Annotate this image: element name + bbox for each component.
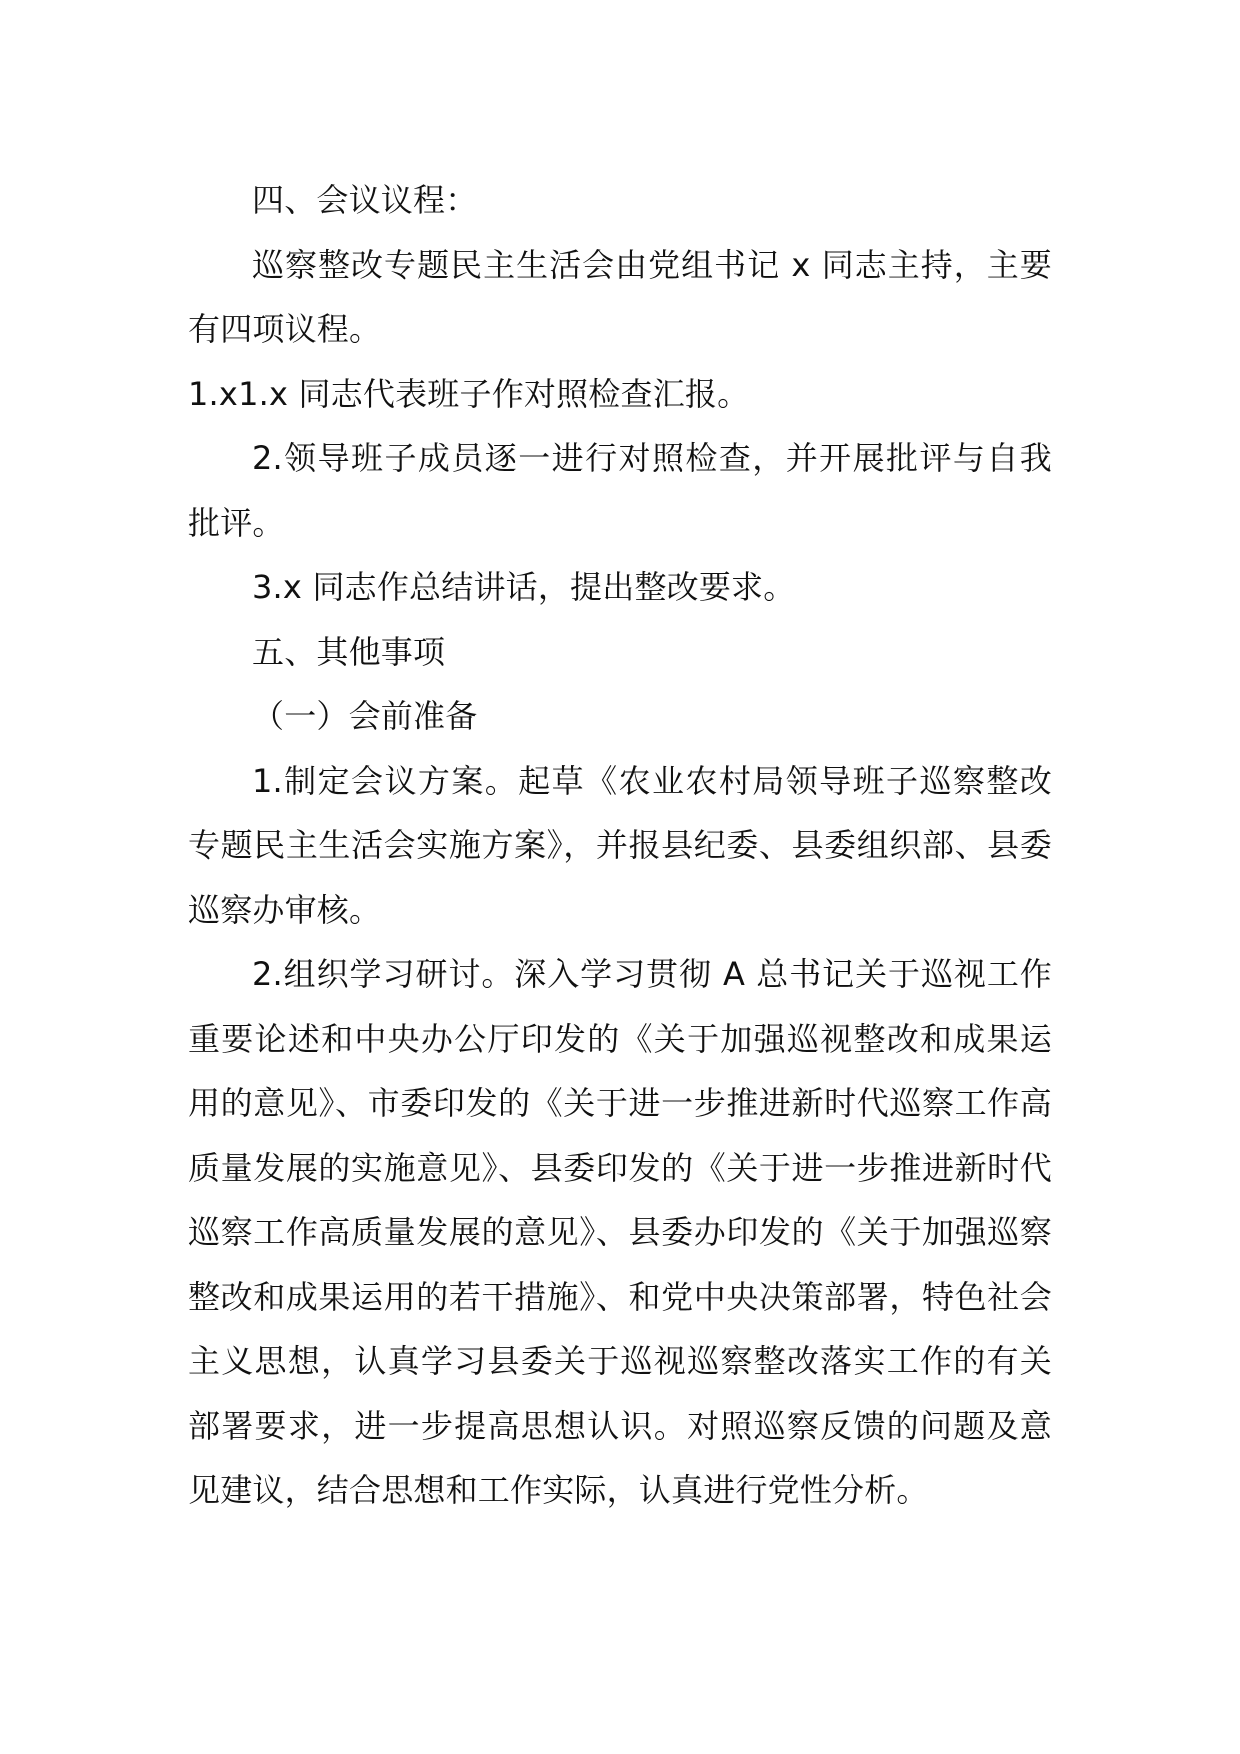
paragraph-study-seminar: 2.组织学习研讨。深入学习贯彻 A 总书记关于巡视工作重要论述和中央办公厅印发的《关于加强巡视整改和成果运用的意见》、市委印发的《关于进一步推进新时代巡察工作高质量发展的实施意见》、县委印发的《关于进一步推进新时代巡察工作高质量发展的意见》、县委办印发的《关于加强巡察整改和成果运用的若干措施》、和党中央决策部署，特色社会主义思想，认真学习县委关于巡视巡察整改落实工作的有关部署要求，进一步提高思想认识。对照巡察反馈的问题及意见建议，结合思想和工作实际，认真进行党性分析。 [188, 955, 1052, 1509]
agenda-item-2: 2.领导班子成员逐一进行对照检查，并开展批评与自我批评。 [188, 439, 1052, 542]
agenda-item-1: 1.x1.x 同志代表班子作对照检查汇报。 [188, 374, 750, 413]
paragraph-meeting-plan: 1.制定会议方案。起草《农业农村局领导班子巡察整改专题民主生活会实施方案》，并报县纪委、县委组织部、县委巡察办审核。 [188, 761, 1052, 929]
document-body [188, 168, 1052, 1523]
paragraph-agenda-intro: 巡察整改专题民主生活会由党组书记 x 同志主持，主要有四项议程。 [188, 245, 1052, 348]
section-heading-agenda: 四、会议议程： [252, 181, 478, 219]
subsection-heading-preparation: （一）会前准备 [252, 697, 478, 735]
agenda-item-3: 3.x 同志作总结讲话，提出整改要求。 [252, 568, 796, 606]
section-heading-other: 五、其他事项 [252, 632, 446, 671]
